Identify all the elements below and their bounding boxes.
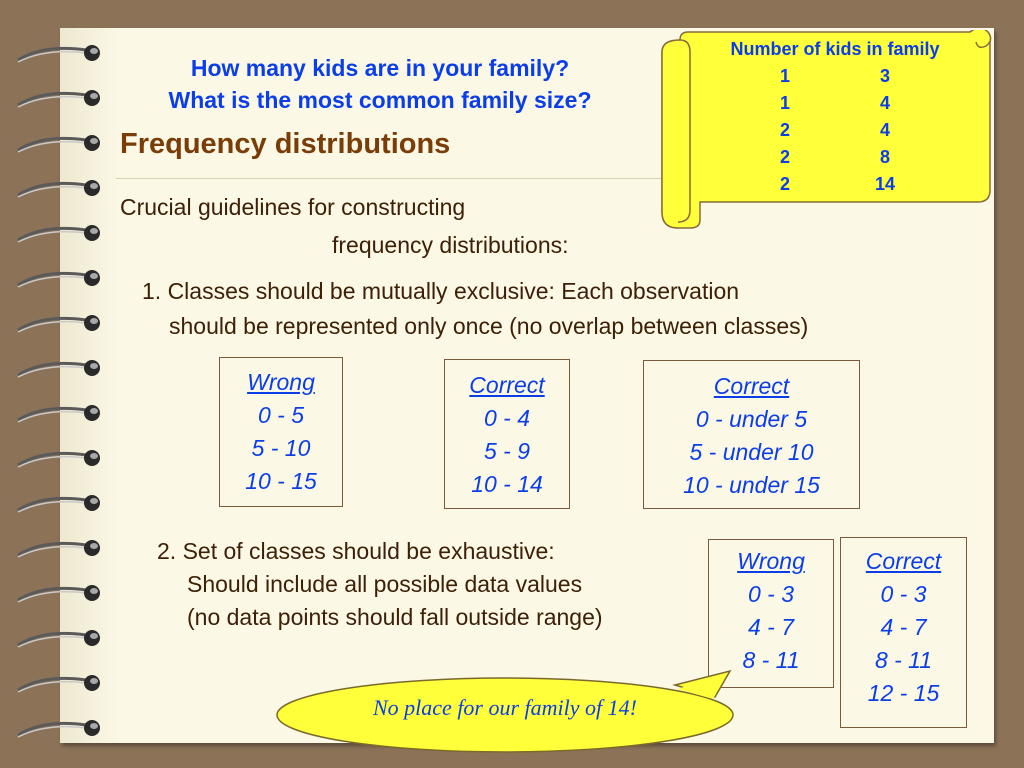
- box-header: Correct: [865, 548, 942, 574]
- spiral-ring: [14, 355, 104, 385]
- spiral-ring: [14, 445, 104, 475]
- scroll-cell: 4: [879, 93, 890, 113]
- spiral-ring: [14, 715, 104, 745]
- scroll-cell: 1: [779, 93, 790, 113]
- spiral-ring: [14, 400, 104, 430]
- box-header: Wrong: [737, 548, 805, 574]
- box-row: 4 - 7: [880, 614, 927, 640]
- box-row: 0 - 3: [880, 581, 927, 607]
- box-row: 10 - 15: [245, 468, 317, 494]
- scroll-row: [680, 90, 990, 117]
- box-row: 0 - 5: [257, 402, 305, 428]
- box-row: 12 - 15: [867, 680, 940, 706]
- scroll-row: [680, 117, 990, 144]
- box-row: 0 - under 5: [695, 406, 808, 432]
- box-header: Correct: [713, 373, 790, 399]
- scroll-content: [680, 36, 990, 198]
- spiral-ring: [14, 265, 104, 295]
- spiral-ring: [14, 130, 104, 160]
- rule2-wrong-box: [708, 539, 834, 688]
- scroll-row: [680, 144, 990, 171]
- rule2-line-1: 2. Set of classes should be exhaustive:: [157, 538, 555, 564]
- scroll-row: [680, 63, 990, 90]
- box-row: 5 - 9: [483, 438, 531, 464]
- intro-line-2: frequency distributions:: [332, 232, 569, 258]
- intro-line-1: Crucial guidelines for constructing: [120, 194, 466, 220]
- scroll-cell: 8: [879, 147, 890, 167]
- scroll-cell: 1: [779, 66, 790, 86]
- spiral-ring: [14, 85, 104, 115]
- box-row: 5 - under 10: [689, 439, 814, 465]
- spiral-ring: [14, 310, 104, 340]
- box-row: 4 - 7: [747, 614, 795, 640]
- scroll-row: [680, 171, 990, 198]
- rule2-correct-box: [840, 537, 967, 728]
- rule1-line-2: should be represented only once (no overlap between classes): [169, 313, 809, 339]
- box-row: 10 - under 15: [683, 472, 820, 498]
- box-row: 0 - 4: [483, 405, 531, 431]
- scroll-cell: 4: [879, 120, 890, 140]
- box-header: Wrong: [247, 369, 315, 395]
- question-line-1: How many kids are in your family?: [190, 55, 570, 81]
- scroll-cell: 2: [779, 174, 790, 194]
- box-row: 8 - 11: [742, 647, 800, 673]
- box-row: 8 - 11: [874, 647, 933, 673]
- spiral-ring: [14, 625, 104, 655]
- box-row: 10 - 14: [471, 471, 543, 497]
- rule2-line-3: (no data points should fall outside range): [187, 604, 603, 630]
- scroll-cell: 2: [779, 120, 790, 140]
- spiral-ring: [14, 580, 104, 610]
- question-line-2: What is the most common family size?: [168, 87, 592, 113]
- box-row: 5 - 10: [251, 435, 311, 461]
- rule1-line-1: 1. Classes should be mutually exclusive: Each observation: [142, 278, 740, 304]
- callout-text: No place for our family of 14!: [373, 695, 637, 720]
- scroll-cell: 3: [879, 66, 890, 86]
- spiral-ring: [14, 535, 104, 565]
- scroll-cell: 14: [874, 174, 896, 194]
- rule1-correct-box-1: [444, 359, 570, 509]
- rule1-wrong-box: [219, 357, 343, 507]
- page-title: Frequency distributions: [120, 128, 451, 160]
- scroll-header: Number of kids in family: [730, 39, 940, 59]
- spiral-ring: [14, 490, 104, 520]
- box-row: 0 - 3: [747, 581, 795, 607]
- scroll-cell: 2: [779, 147, 790, 167]
- spiral-ring: [14, 670, 104, 700]
- spiral-ring: [14, 40, 104, 70]
- rule1-correct-box-2: [643, 360, 860, 509]
- rule2-line-2: Should include all possible data values: [187, 571, 583, 597]
- spiral-ring: [14, 175, 104, 205]
- spiral-ring: [14, 220, 104, 250]
- box-header: Correct: [469, 372, 545, 398]
- title-divider: [116, 178, 661, 179]
